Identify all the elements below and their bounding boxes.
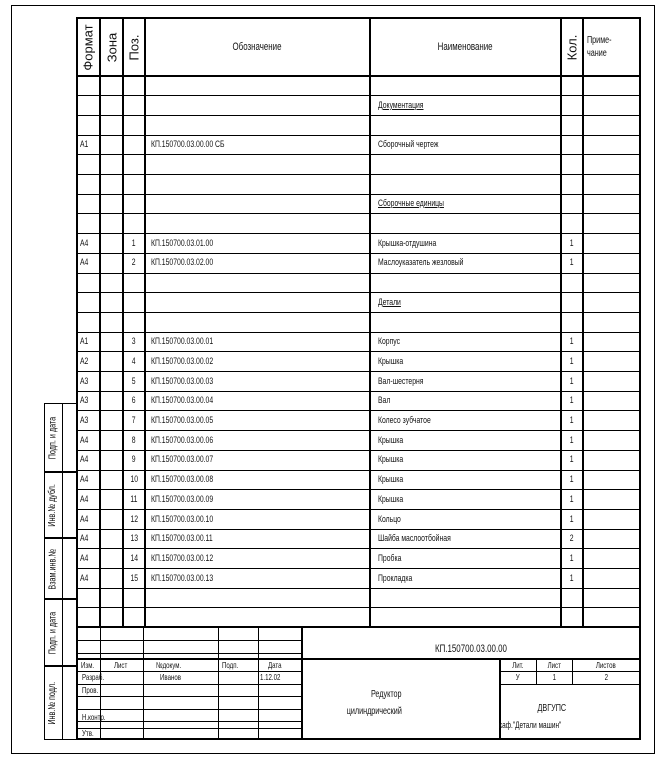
title-line2: цилиндрический [346,706,402,717]
header-zone: Зона [104,32,119,62]
cell-pos: 3 [132,336,136,348]
header-note: Приме- чание [587,35,612,59]
cell-qty: 1 [570,474,574,486]
cell-pos: 11 [130,493,138,505]
cell-pos: 2 [132,257,136,269]
sheet-label: Лист [547,659,561,670]
cell-designation: КП.150700.03.00.04 [151,395,214,407]
cell-qty: 1 [570,454,574,466]
sheet-value: 1 [552,671,556,682]
cell-name: Крышка-отдушина [378,237,437,249]
cell-format: A1 [80,139,89,151]
cell-name: Маслоуказатель жезловый [378,257,464,269]
cell-name: Крышка [378,474,404,486]
cell-format: A4 [80,552,89,564]
title-row-line [76,653,302,654]
cell-name: Крышка [378,434,404,446]
cell-pos: 8 [132,434,136,446]
margin-row-line [44,598,76,600]
doc-code: КП.150700.03.00.00 [435,642,507,655]
cell-name: Крышка [378,355,404,367]
cell-designation: КП.150700.03.00.01 [151,336,214,348]
margin-label: Инв.№ подл. [47,681,58,725]
cell-qty: 1 [570,237,574,249]
table-row [76,293,641,313]
cell-qty: 1 [570,336,574,348]
cell-format: A3 [80,415,89,426]
cell-format: A4 [80,513,89,525]
table-row [76,115,641,135]
cell-pos: 12 [130,513,138,525]
cell-pos: 10 [130,474,138,486]
specification-table [76,17,641,627]
table-row [76,76,641,96]
section-heading: Документация [378,99,424,111]
cell-format: A3 [80,375,89,387]
razrab-date: 1.12.02 [260,671,281,682]
table-row [76,96,641,116]
col-podp: Подп. [222,659,239,670]
cell-designation: КП.150700.03.00.10 [151,513,214,525]
cell-format: A1 [80,336,89,348]
table-row [76,588,641,608]
cell-pos: 15 [130,572,138,584]
cell-pos: 4 [132,355,136,367]
cell-format: A4 [80,237,89,249]
cell-pos: 13 [130,533,138,545]
nkontr-label: Н.контр. [82,711,106,722]
razrab-name: Иванов [160,671,182,682]
cell-qty: 1 [570,513,574,525]
cell-designation: КП.150700.03.01.00 [151,237,214,249]
title-row-line [76,684,302,685]
razrab-label: Разраб. [82,671,105,682]
lit-line [500,671,641,672]
cell-format: A4 [80,454,89,466]
cell-designation: КП.150700.03.00.06 [151,434,214,446]
table-row [76,214,641,234]
section-heading: Детали [378,296,401,308]
cell-format: A4 [80,474,89,486]
cell-designation: КП.150700.03.00.13 [151,572,214,584]
left-margin-stamp [44,403,76,740]
cell-pos: 9 [132,454,136,466]
title-block [76,627,641,740]
cell-designation: КП.150700.03.00.05 [151,415,214,426]
cell-name: Корпус [378,336,401,348]
col-ndoc: №докум. [156,659,182,670]
header-format: Формат [80,23,96,71]
cell-pos: 1 [132,237,136,249]
cell-name: Пробка [378,552,402,564]
cell-qty: 1 [570,395,574,407]
prov-label: Пров. [82,684,99,695]
title-row-line [76,728,302,729]
cell-format: A4 [80,493,89,505]
table-row [76,608,641,628]
cell-format: A4 [80,533,89,545]
cell-qty: 1 [570,434,574,446]
cell-designation: КП.150700.03.00.00 СБ [151,139,225,151]
col-data: Дата [268,659,282,670]
margin-row-line [44,471,76,473]
cell-designation: КП.150700.03.00.11 [151,533,213,545]
lit-value: У [516,671,520,682]
cell-name: Крышка [378,493,404,505]
cell-designation: КП.150700.03.00.08 [151,474,214,486]
margin-row-line [44,665,76,667]
table-row [76,273,641,293]
header-pos: Поз. [126,34,142,60]
col-list: Лист [114,659,128,670]
cell-designation: КП.150700.03.00.02 [151,355,214,367]
cell-designation: КП.150700.03.02.00 [151,257,214,269]
table-row [76,155,641,175]
cell-pos: 6 [132,395,136,407]
cell-format: A4 [80,572,89,584]
cell-qty: 1 [570,572,574,584]
header-name: Наименование [438,40,493,53]
sheets-label: Листов [596,659,616,670]
cell-qty: 2 [570,533,574,545]
title-row-line [76,640,302,641]
table-row [76,194,641,214]
org-line2: каф."Детали машин" [498,719,562,730]
margin-divider [62,403,63,740]
cell-name: Колесо зубчатое [378,415,431,426]
cell-qty: 1 [570,415,574,426]
cell-qty: 1 [570,493,574,505]
cell-qty: 1 [570,355,574,367]
table-row [76,312,641,332]
cell-qty: 1 [570,552,574,564]
cell-designation: КП.150700.03.00.09 [151,493,214,505]
cell-pos: 5 [132,375,136,387]
cell-designation: КП.150700.03.00.07 [151,454,214,466]
margin-label: Подп. и дата [47,416,58,459]
cell-designation: КП.150700.03.00.12 [151,552,214,564]
cell-name: Кольцо [378,513,401,525]
title-top-line [76,626,641,628]
cell-name: Вал [378,395,391,407]
sheets-value: 2 [604,671,608,682]
lit-label: Лит. [512,659,524,670]
cell-qty: 1 [570,257,574,269]
header-qty: Кол. [564,34,580,60]
cell-qty: 1 [570,375,574,387]
cell-name: Сборочный чертеж [378,139,439,151]
title-line1: Редуктор [370,689,402,700]
cell-pos: 7 [132,415,136,426]
margin-label: Взам.инв.№ [47,548,58,589]
section-heading: Сборочные единицы [378,198,444,210]
cell-format: A2 [80,355,89,367]
cell-pos: 14 [130,552,138,564]
col-izm: Изм. [81,659,95,670]
cell-name: Шайба маслоотбойная [378,533,451,545]
cell-format: A4 [80,257,89,269]
utv-label: Утв. [82,727,94,738]
lit-line [500,684,641,685]
margin-row-line [44,537,76,539]
margin-label: Инв.№ дубл. [47,483,58,527]
margin-label: Подп. и дата [47,611,58,654]
header-designation: Обозначение [233,40,282,53]
cell-name: Вал-шестерня [378,375,424,387]
cell-name: Крышка [378,454,404,466]
cell-format: A3 [80,395,89,407]
cell-format: A4 [80,434,89,446]
org-line1: ДВГУПС [537,703,567,714]
table-row [76,175,641,195]
cell-designation: КП.150700.03.00.03 [151,375,214,387]
cell-name: Прокладка [378,572,413,584]
